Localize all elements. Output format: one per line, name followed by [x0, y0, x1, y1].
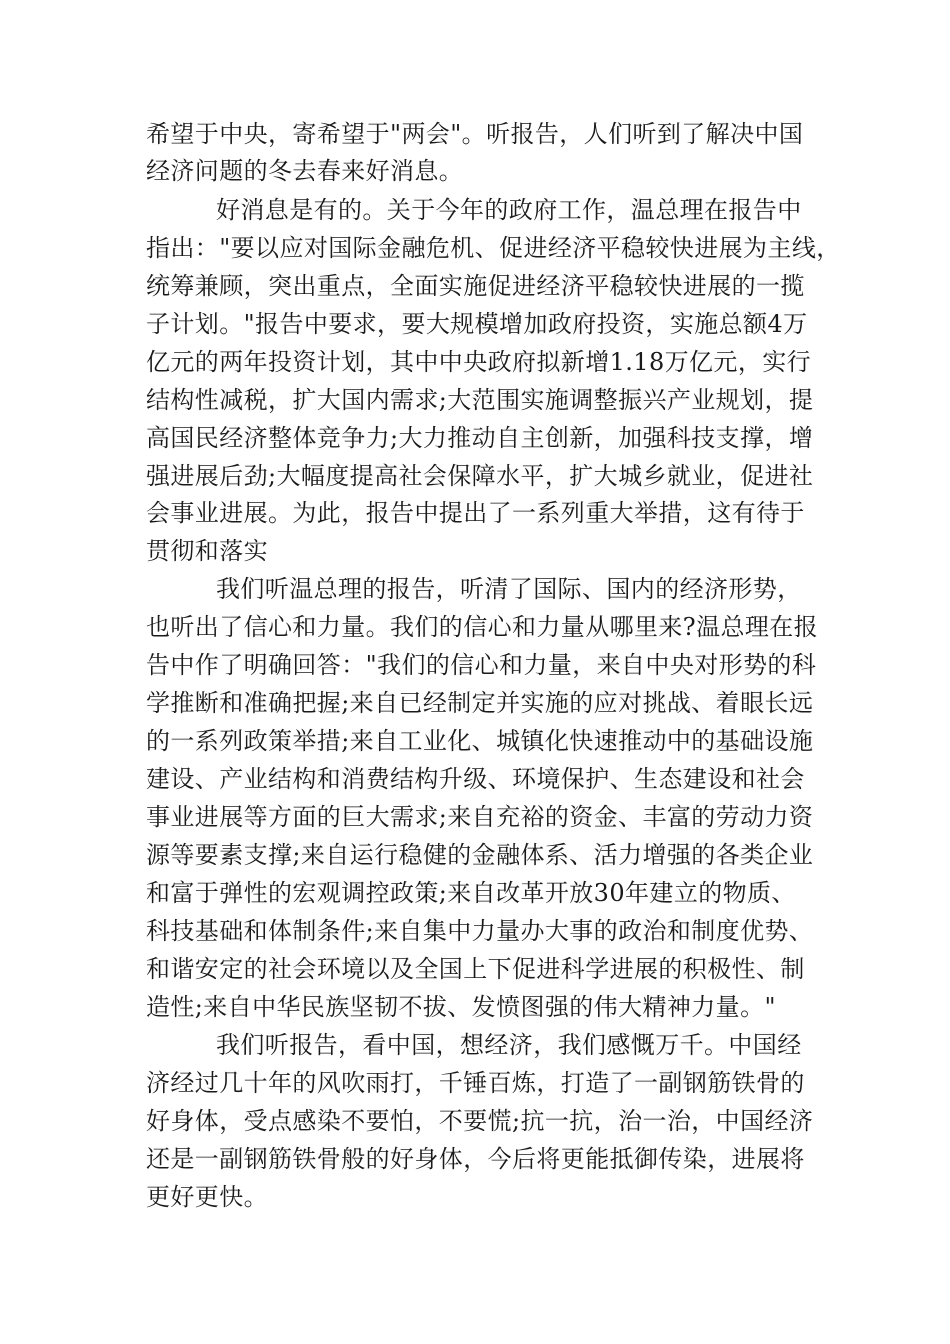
text-line: 建设、产业结构和消费结构升级、环境保护、生态建设和社会	[146, 765, 805, 793]
text-line: 指出："要以应对国际金融危机、促进经济平稳较快进展为主线，	[146, 234, 841, 262]
text-line: 子计划。"报告中要求，要大规模增加政府投资，实施总额4万	[146, 310, 808, 338]
text-line: 告中作了明确回答："我们的信心和力量，来自中央对形势的科	[146, 651, 817, 679]
text-line: 和富于弹性的宏观调控政策;来自改革开放30年建立的物质、	[146, 879, 796, 907]
text-line: 结构性减税，扩大国内需求;大范围实施调整振兴产业规划，提	[146, 386, 814, 414]
text-line: 学推断和准确把握;来自已经制定并实施的应对挑战、着眼长远	[146, 689, 814, 717]
text-line: 也听出了信心和力量。我们的信心和力量从哪里来?温总理在报	[146, 613, 819, 641]
text-line: 强进展后劲;大幅度提高社会保障水平，扩大城乡就业，促进社	[146, 462, 814, 490]
text-line: 好身体，受点感染不要怕，不要慌;抗一抗，治一治，中国经济	[146, 1107, 814, 1135]
text-line: 经济问题的冬去春来好消息。	[146, 157, 464, 185]
text-line: 贯彻和落实	[146, 537, 268, 565]
text-line: 希望于中央，寄希望于"两会"。听报告，人们听到了解决中国	[146, 120, 804, 148]
text-line: 和谐安定的社会环境以及全国上下促进科学进展的积极性、制	[146, 955, 805, 983]
text-line: 会事业进展。为此，报告中提出了一系列重大举措，这有待于	[146, 499, 805, 527]
paragraph-first-line: 我们听温总理的报告，听清了国际、国内的经济形势，	[216, 575, 802, 603]
text-line: 亿元的两年投资计划，其中中央政府拟新增1.18万亿元，实行	[146, 348, 812, 376]
text-line: 源等要素支撑;来自运行稳健的金融体系、活力增强的各类企业	[146, 841, 814, 869]
text-line: 科技基础和体制条件;来自集中力量办大事的政治和制度优势、	[146, 917, 814, 945]
text-line: 更好更快。	[146, 1183, 268, 1211]
text-line: 统筹兼顾，突出重点，全面实施促进经济平稳较快进展的一揽	[146, 272, 805, 300]
paragraph-first-line: 好消息是有的。关于今年的政府工作，温总理在报告中	[216, 196, 802, 224]
text-line: 还是一副钢筋铁骨般的好身体，今后将更能抵御传染，进展将	[146, 1145, 805, 1173]
text-line: 的一系列政策举措;来自工业化、城镇化快速推动中的基础设施	[146, 727, 814, 755]
text-line: 事业进展等方面的巨大需求;来自充裕的资金、丰富的劳动力资	[146, 803, 814, 831]
text-line: 造性;来自中华民族坚韧不拔、发愤图强的伟大精神力量。"	[146, 993, 776, 1021]
text-line: 高国民经济整体竞争力;大力推动自主创新，加强科技支撑，增	[146, 424, 814, 452]
paragraph-first-line: 我们听报告，看中国，想经济，我们感慨万千。中国经	[216, 1031, 802, 1059]
text-line: 济经过几十年的风吹雨打，千锤百炼，打造了一副钢筋铁骨的	[146, 1069, 805, 1097]
